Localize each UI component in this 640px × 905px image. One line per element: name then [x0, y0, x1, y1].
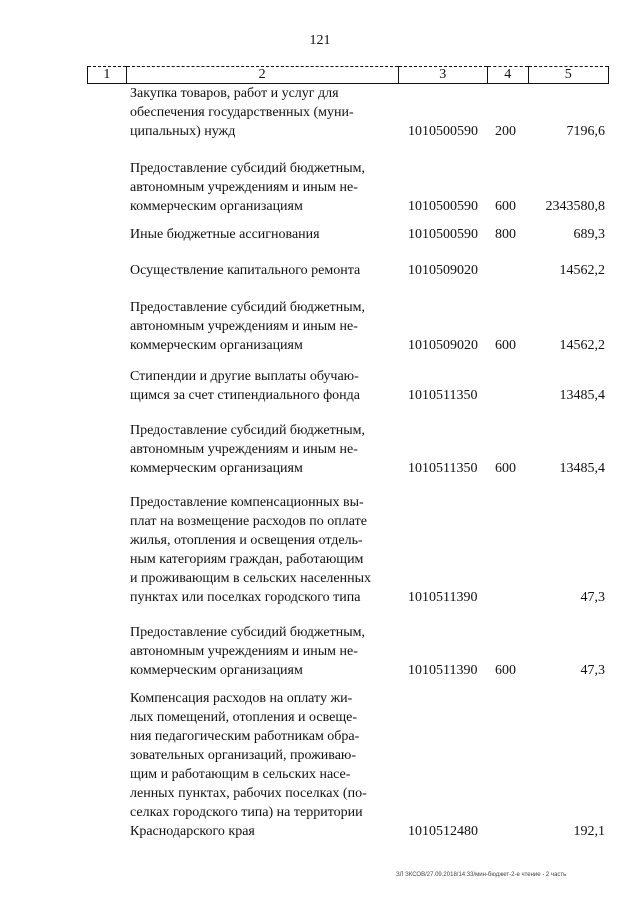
row-amount: 47,3: [580, 590, 605, 605]
row-description-line: Предоставление субсидий бюджетным,: [130, 300, 366, 315]
row-description: [130, 84, 390, 141]
row-description-line: Предоставление субсидий бюджетным,: [130, 625, 366, 640]
row-description-line: плат на возмещение расходов по оплате: [130, 514, 367, 529]
column-number-5: 5: [528, 67, 608, 84]
row-description-line: Стипендии и другие выплаты обучаю-: [130, 369, 359, 384]
row-amount: 2343580,8: [545, 199, 605, 214]
row-code: 1010511390: [408, 590, 478, 605]
row-description-line: и проживающим в сельских населенных: [130, 571, 372, 586]
footer-note: ЗЛ ЗКСОВ/27.09.2018/14:33/мин-бюджет-2-е чтение - 2 часть: [396, 872, 567, 878]
row-description-line: зовательных организаций, проживаю-: [130, 748, 357, 763]
row-description-line: Предоставление компенсационных вы-: [130, 495, 364, 510]
row-expense-type: 600: [495, 338, 516, 353]
row-amount: 47,3: [580, 663, 605, 678]
row-description-line: Предоставление субсидий бюджетным,: [130, 161, 366, 176]
row-code: 1010500590: [408, 124, 478, 139]
row-description-line: Закупка товаров, работ и услуг для: [130, 86, 339, 101]
row-description-line: автономным учреждениям и иным не-: [130, 319, 358, 334]
row-description-line: коммерческим организациям: [130, 338, 303, 353]
row-code: 1010500590: [408, 227, 478, 242]
row-description-line: автономным учреждениям и иным не-: [130, 644, 358, 659]
row-description-line: Предоставление субсидий бюджетным,: [130, 423, 366, 438]
row-description: [130, 421, 390, 478]
row-amount: 192,1: [573, 824, 605, 839]
row-code: 1010512480: [408, 824, 478, 839]
row-description-line: коммерческим организациям: [130, 461, 303, 476]
column-number-4: 4: [487, 67, 528, 84]
row-description-line: селках городского типа) на территории: [130, 805, 363, 820]
column-number-1: 1: [88, 67, 127, 84]
row-description: [130, 493, 390, 607]
row-description-line: Компенсация расходов на оплату жи-: [130, 691, 353, 706]
row-amount: 14562,2: [559, 263, 605, 278]
row-code: 1010509020: [408, 338, 478, 353]
row-description-line: лых помещений, отопления и освеще-: [130, 710, 357, 725]
row-description-line: автономным учреждениям и иным не-: [130, 442, 358, 457]
column-header-table: [87, 66, 609, 84]
row-description: [130, 159, 390, 216]
row-expense-type: 200: [495, 124, 516, 139]
row-description: [130, 367, 390, 405]
row-amount: 13485,4: [559, 388, 605, 403]
row-description-line: автономным учреждениям и иным не-: [130, 180, 358, 195]
row-description: [130, 225, 390, 244]
row-description-line: жилья, отопления и освещения отдель-: [130, 533, 363, 548]
row-code: 1010511350: [408, 461, 478, 476]
row-amount: 14562,2: [559, 338, 605, 353]
row-code: 1010509020: [408, 263, 478, 278]
row-description: [130, 689, 390, 841]
row-description-line: щим и работающим в сельских насе-: [130, 767, 351, 782]
row-description-line: ленных пунктах, рабочих поселках (по-: [130, 786, 367, 801]
row-description-line: ния педагогическим работникам обра-: [130, 729, 360, 744]
row-expense-type: 600: [495, 461, 516, 476]
row-description-line: Осуществление капитального ремонта: [130, 263, 361, 278]
row-description-line: ципальных) нужд: [130, 124, 236, 139]
column-header-row: [88, 67, 609, 84]
page-number: 121: [309, 33, 331, 48]
column-number-3: 3: [398, 67, 487, 84]
row-description-line: Иные бюджетные ассигнования: [130, 227, 320, 242]
row-description: [130, 623, 390, 680]
row-expense-type: 800: [495, 227, 516, 242]
row-description: [130, 261, 390, 280]
row-description-line: коммерческим организациям: [130, 199, 303, 214]
row-description-line: Краснодарского края: [130, 824, 255, 839]
row-amount: 13485,4: [559, 461, 605, 476]
row-code: 1010500590: [408, 199, 478, 214]
row-description-line: пунктах или поселках городского типа: [130, 590, 361, 605]
row-expense-type: 600: [495, 199, 516, 214]
row-code: 1010511350: [408, 388, 478, 403]
row-amount: 689,3: [573, 227, 605, 242]
row-description-line: ным категориям граждан, работающим: [130, 552, 364, 567]
row-description: [130, 298, 390, 355]
row-description-line: обеспечения государственных (муни-: [130, 105, 354, 120]
row-amount: 7196,6: [566, 124, 605, 139]
column-number-2: 2: [126, 67, 398, 84]
row-expense-type: 600: [495, 663, 516, 678]
row-code: 1010511390: [408, 663, 478, 678]
row-description-line: щимся за счет стипендиального фонда: [130, 388, 360, 403]
row-description-line: коммерческим организациям: [130, 663, 303, 678]
